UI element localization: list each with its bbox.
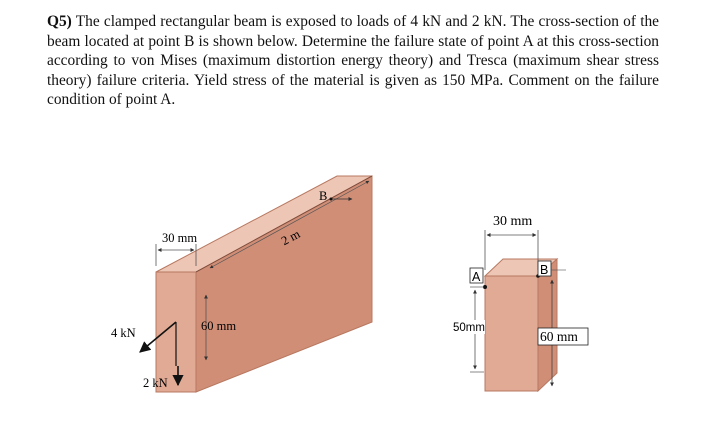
- section-right-height-label: 60 mm: [540, 329, 578, 344]
- section-front-face: [485, 276, 538, 391]
- beam-point-b-dot: [330, 198, 333, 201]
- question-number: Q5): [47, 13, 72, 30]
- beam-length-label: 2 m: [278, 226, 303, 249]
- section-point-b-label: B: [540, 263, 549, 277]
- beam-point-b-label: B: [319, 189, 328, 203]
- section-drawing: [452, 214, 588, 391]
- beam-width-label: 30 mm: [162, 231, 198, 245]
- section-point-a-label: A: [472, 270, 481, 284]
- beam-load-4kn-label: 4 kN: [111, 326, 136, 340]
- question-body: The clamped rectangular beam is exposed to loads of 4 kN and 2 kN. The cross-section of the beam located at point B is shown below. Determine the failure state of point A at this cross-section according to von Mises (maximum distortion energy theory) and Tresca (maximum shear stress theory) failure criteria. Yield stress of the material is given as 150 MPa. Comment on the failure condition of point A.: [47, 13, 659, 109]
- section-width-label: 30 mm: [493, 214, 533, 229]
- section-left-height-label: 50mm: [453, 322, 485, 334]
- beam-drawing: [111, 176, 372, 392]
- section-side-face: [538, 259, 557, 391]
- beam-load-2kn-label: 2 kN: [143, 376, 168, 390]
- beam-height-label: 60 mm: [201, 319, 237, 333]
